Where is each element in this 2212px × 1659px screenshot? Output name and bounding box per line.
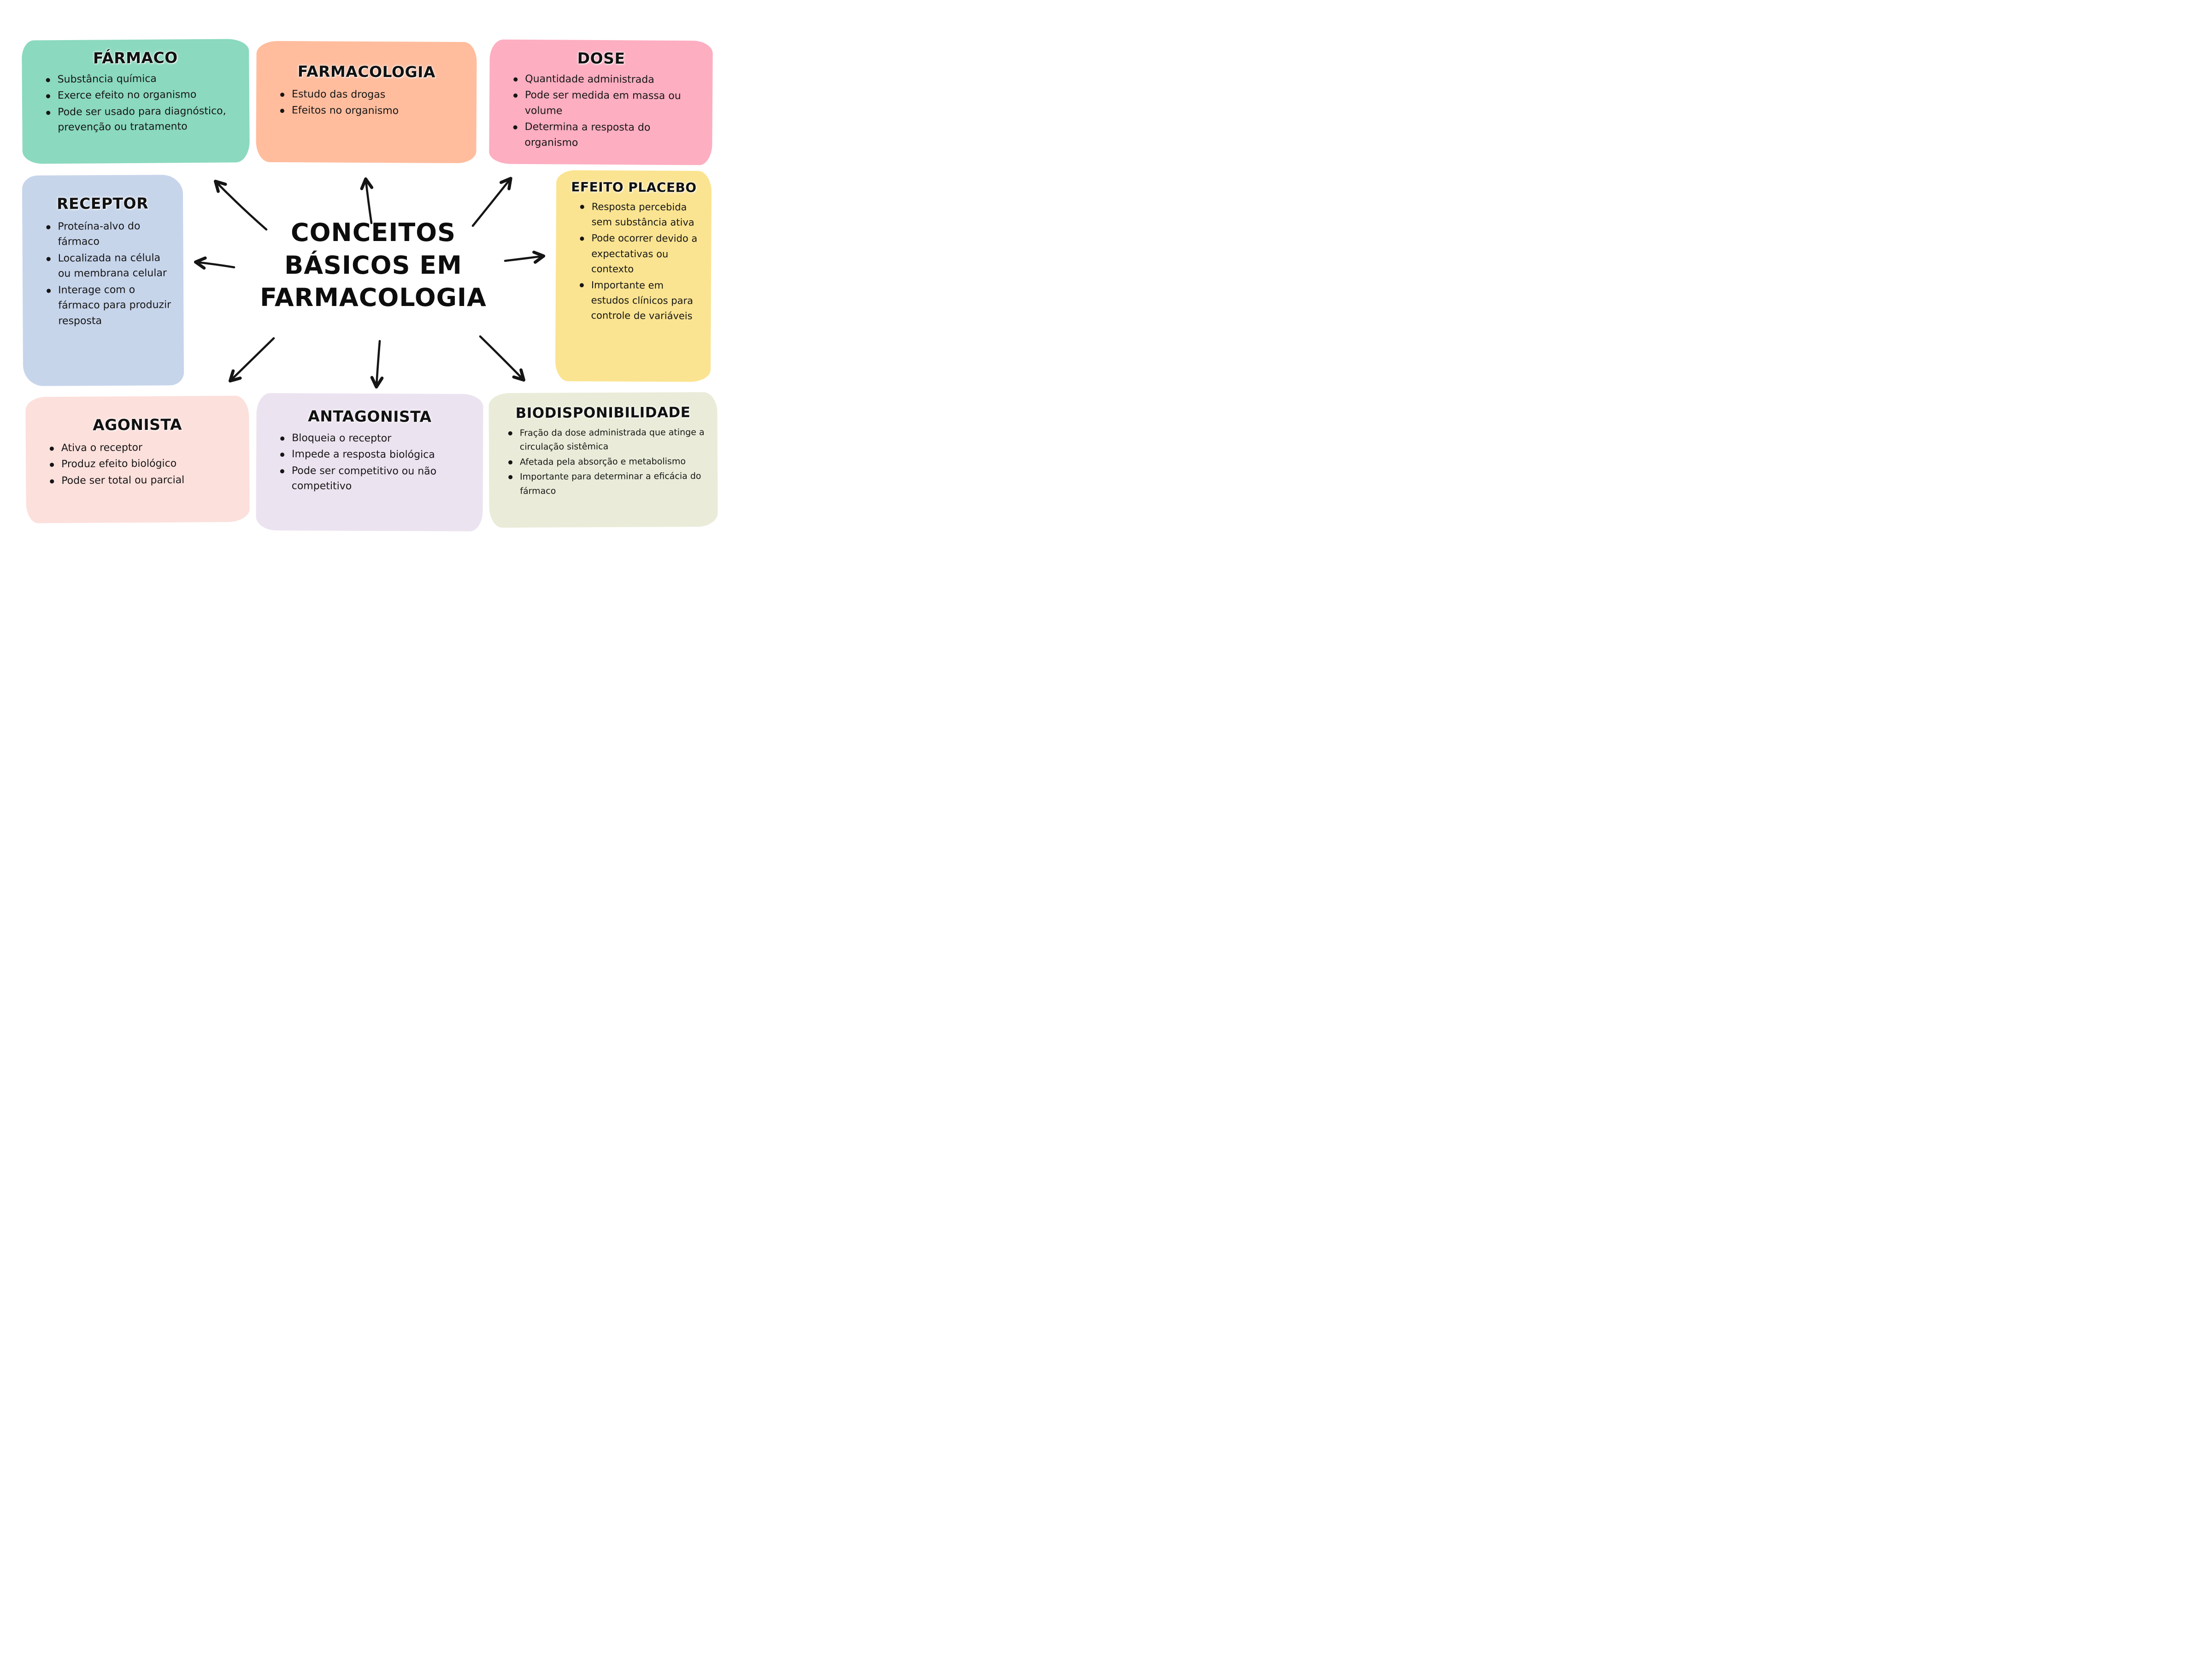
bullet-item: Exerce efeito no organismo (45, 87, 237, 104)
bullet-item: Substância química (45, 71, 237, 87)
node-efeito-placebo-bullets (567, 199, 699, 324)
bullet-item: Impede a resposta biológica (279, 447, 471, 463)
bullet-item: Efeitos no organismo (279, 103, 465, 119)
node-antagonista-bullets (268, 430, 471, 495)
bullet-item: Pode ser total ou parcial (49, 472, 237, 489)
bullet-item: Produz efeito biológico (49, 456, 237, 472)
node-dose-title: DOSE (577, 49, 625, 68)
central-title-line-1: CONCEITOS (291, 218, 456, 247)
node-biodisponibilidade-title: BIODISPONIBILIDADE (515, 404, 691, 422)
node-farmacologia (256, 41, 477, 163)
bullet-item: Bloqueia o receptor (279, 430, 471, 447)
bullet-item: Pode ser medida em massa ou volume (512, 88, 700, 119)
node-receptor-title: RECEPTOR (57, 194, 149, 213)
node-biodisponibilidade-bullets (501, 425, 706, 498)
bullet-item: Quantidade administrada (512, 71, 700, 88)
bullet-item: Resposta percebida sem substância ativa (579, 199, 700, 230)
bullet-item: Afetada pela absorção e metabolismo (507, 454, 706, 469)
node-dose (489, 40, 713, 165)
arrow-down-right-icon (480, 336, 523, 379)
node-biodisponibilidade (488, 392, 718, 528)
bullet-item: Estudo das drogas (279, 87, 465, 103)
bullet-item: Pode ser competitivo ou não competitivo (279, 463, 471, 495)
central-topic-title (230, 217, 516, 314)
node-agonista (25, 396, 250, 524)
bullet-item: Proteína-alvo do fármaco (45, 218, 171, 250)
arrow-down-left-icon (231, 338, 274, 380)
bullet-item: Pode ser usado para diagnóstico, prevenção ou tratamento (45, 103, 237, 135)
node-antagonista-title: ANTAGONISTA (308, 407, 432, 426)
node-agonista-title: AGONISTA (92, 415, 182, 434)
central-title-line-2: BÁSICOS EM (284, 250, 462, 280)
node-agonista-bullets (38, 440, 238, 489)
arrow-left-icon (197, 262, 234, 267)
node-farmacologia-bullets (268, 87, 465, 119)
node-farmacologia-title: FARMACOLOGIA (297, 62, 436, 81)
bullet-item: Determina a resposta do organismo (512, 119, 700, 151)
node-receptor (22, 175, 184, 386)
node-efeito-placebo-title: EFEITO PLACEBO (571, 179, 697, 195)
node-receptor-bullets (34, 218, 171, 329)
node-efeito-placebo (555, 170, 712, 382)
bullet-item: Fração da dose administrada que atinge a circulação sistêmica (507, 425, 706, 454)
bullet-item: Importante em estudos clínicos para controle de variáveis (578, 277, 699, 324)
mindmap-canvas (0, 0, 737, 553)
bullet-item: Interage com o fármaco para produzir resposta (46, 282, 172, 329)
bullet-item: Importante para determinar a eficácia do fármaco (507, 469, 706, 498)
node-farmaco-bullets (34, 71, 238, 135)
bullet-item: Ativa o receptor (49, 440, 237, 456)
bullet-item: Pode ocorrer devido a expectativas ou contexto (579, 231, 700, 277)
node-antagonista (256, 393, 483, 531)
arrow-down-icon (377, 341, 380, 385)
central-title-line-3: FARMACOLOGIA (260, 283, 487, 312)
node-dose-bullets (501, 71, 700, 152)
node-farmaco (22, 39, 250, 164)
node-farmaco-title: FÁRMACO (93, 48, 178, 67)
bullet-item: Localizada na célula ou membrana celular (46, 250, 171, 282)
